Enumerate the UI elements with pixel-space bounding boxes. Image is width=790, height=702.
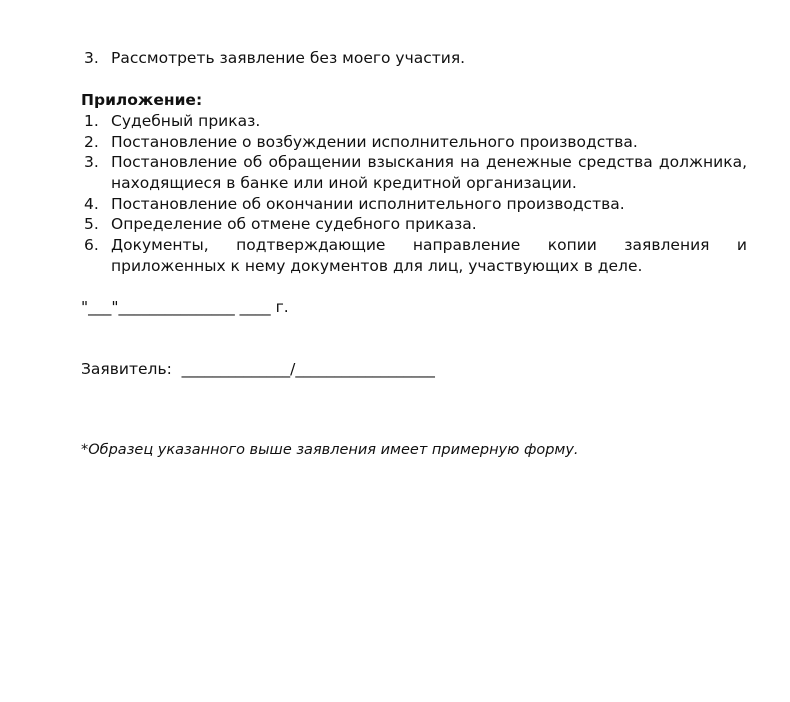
attachment-item-number: 6. — [84, 236, 99, 254]
attachment-item — [81, 235, 747, 276]
attachment-item-text: Судебный приказ. — [111, 112, 261, 130]
attachment-item-number: 4. — [84, 195, 99, 213]
attachment-item-text: Постановление об окончании исполнительного производства. — [111, 195, 625, 213]
attachment-item — [81, 111, 747, 132]
attachment-item-text: Документы, подтверждающие направление копии заявления и приложенных к нему документов для лиц, участвующих в деле. — [111, 236, 747, 275]
applicant-signature-line: Заявитель: ______________/__________________ — [81, 360, 435, 378]
attachment-item-text: Постановление об обращении взыскания на денежные средства должника, находящиеся в банке или иной кредитной организации. — [111, 153, 747, 192]
attachment-item-number: 3. — [84, 153, 99, 171]
request-item-number: 3. — [84, 49, 99, 67]
request-item — [81, 48, 747, 69]
attachment-item-number: 1. — [84, 112, 99, 130]
attachment-item-text: Постановление о возбуждении исполнительного производства. — [111, 133, 638, 151]
attachment-item — [81, 194, 747, 215]
attachment-item — [81, 132, 747, 153]
date-field: "___"_______________ ____ г. — [81, 298, 289, 316]
attachment-item-number: 2. — [84, 133, 99, 151]
attachment-item — [81, 214, 747, 235]
request-item-text: Рассмотреть заявление без моего участия. — [111, 49, 466, 67]
attachment-item-text: Определение об отмене судебного приказа. — [111, 215, 477, 233]
attachment-item-number: 5. — [84, 215, 99, 233]
attachment-item — [81, 152, 747, 193]
footnote: *Образец указанного выше заявления имеет примерную форму. — [81, 442, 579, 458]
attachments-heading: Приложение: — [81, 91, 203, 109]
